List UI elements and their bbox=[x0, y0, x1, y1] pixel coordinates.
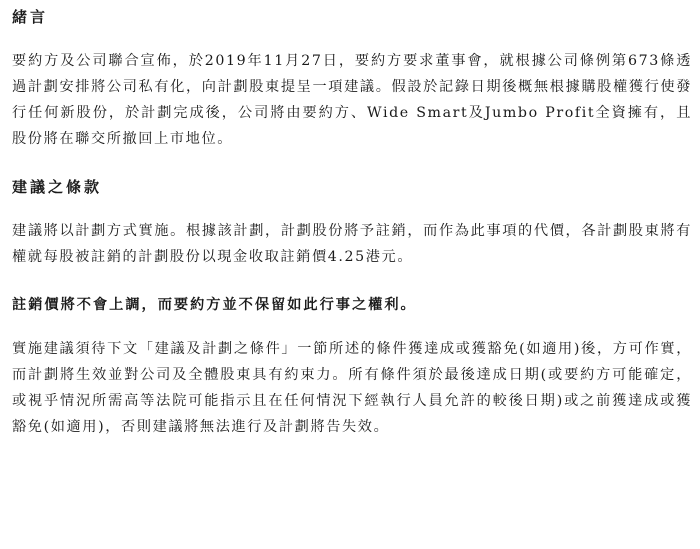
spacer bbox=[12, 152, 692, 176]
spacer bbox=[12, 198, 692, 218]
cancellation-price-notice: 註銷價將不會上調，而要約方並不保留如此行事之權利。 bbox=[12, 297, 417, 313]
intro-paragraph: 要約方及公司聯合宣佈，於2019年11月27日，要約方要求董事會，就根據公司條例第673條透過計劃安排將公司私有化，向計劃股東提呈一項建議。假設於記錄日期後概無根據購股權獲行使發行任何新股份，於計劃完成後，公司將由要約方、Wide Smart及Jumbo Profit全資擁有，且股份將在聯交所撤回上市地位。 bbox=[12, 53, 692, 147]
terms-paragraph: 建議將以計劃方式實施。根據該計劃，計劃股份將予註銷，而作為此事項的代價，各計劃股東將有權就每股被註銷的計劃股份以現金收取註銷價4.25港元。 bbox=[12, 223, 692, 265]
spacer bbox=[12, 270, 692, 294]
conditions-paragraph: 實施建議須待下文「建議及計劃之條件」一節所述的條件獲達成或獲豁免(如適用)後，方可作實，而計劃將生效並對公司及全體股東具有約束力。所有條件須於最後達成日期(或要約方可能確定，或視乎情況所需高等法院可能指示且在任何情況下經執行人員允許的較後日期)或之前獲達成或獲豁免(如適用)，否則建議將無法進行及計劃將告失效。 bbox=[12, 341, 692, 435]
spacer bbox=[12, 28, 692, 48]
terms-heading: 建議之條款 bbox=[12, 178, 103, 196]
spacer bbox=[12, 316, 692, 336]
intro-heading: 緒言 bbox=[12, 8, 49, 26]
